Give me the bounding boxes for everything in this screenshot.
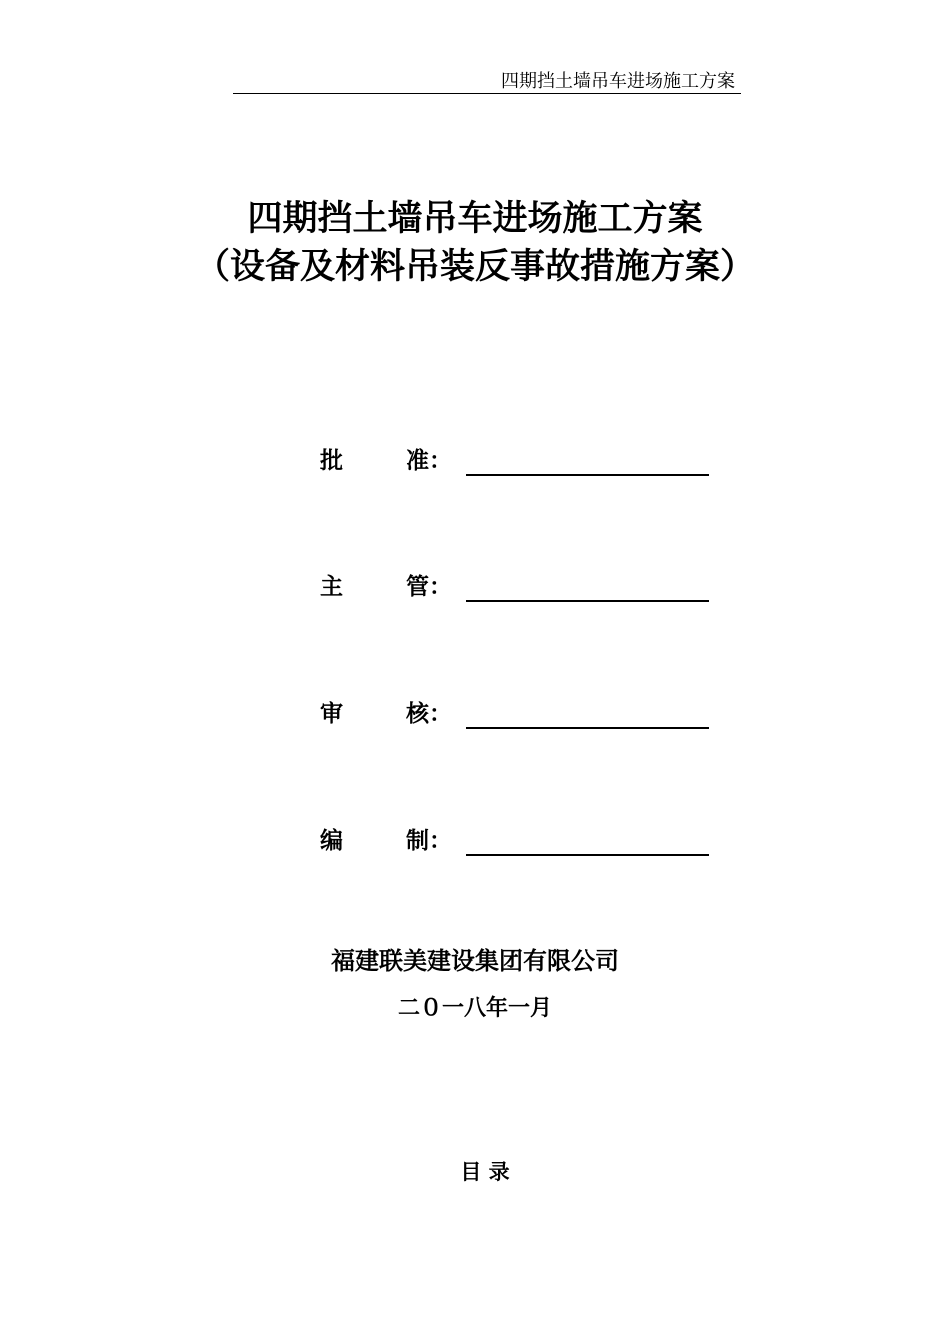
document-title: 四期挡土墙吊车进场施工方案 — [247, 199, 703, 239]
toc-heading: 目 录 — [460, 1160, 510, 1184]
document-date: 二０一八年一月 — [397, 996, 552, 1021]
supervisor-label-char-1: 主 — [320, 574, 343, 600]
review-signature-line[interactable] — [466, 727, 709, 729]
supervisor-label-char-2: 管： — [406, 574, 452, 600]
supervisor-signature-line[interactable] — [466, 600, 709, 602]
running-header-title: 四期挡土墙吊车进场施工方案 — [501, 71, 735, 92]
approval-label-char-1: 批 — [320, 448, 343, 474]
prepared-by-signature-line[interactable] — [466, 854, 709, 856]
review-label-char-1: 审 — [320, 701, 343, 727]
approval-label-char-2: 准： — [406, 448, 452, 474]
running-header — [233, 70, 741, 94]
company-name: 福建联美建设集团有限公司 — [331, 947, 619, 975]
prepared-by-label-char-2: 制： — [406, 828, 452, 854]
approval-signature-line[interactable] — [466, 474, 709, 476]
review-label-char-2: 核： — [406, 701, 452, 727]
document-subtitle: （设备及材料吊装反事故措施方案） — [194, 247, 755, 287]
prepared-by-label-char-1: 编 — [320, 828, 343, 854]
